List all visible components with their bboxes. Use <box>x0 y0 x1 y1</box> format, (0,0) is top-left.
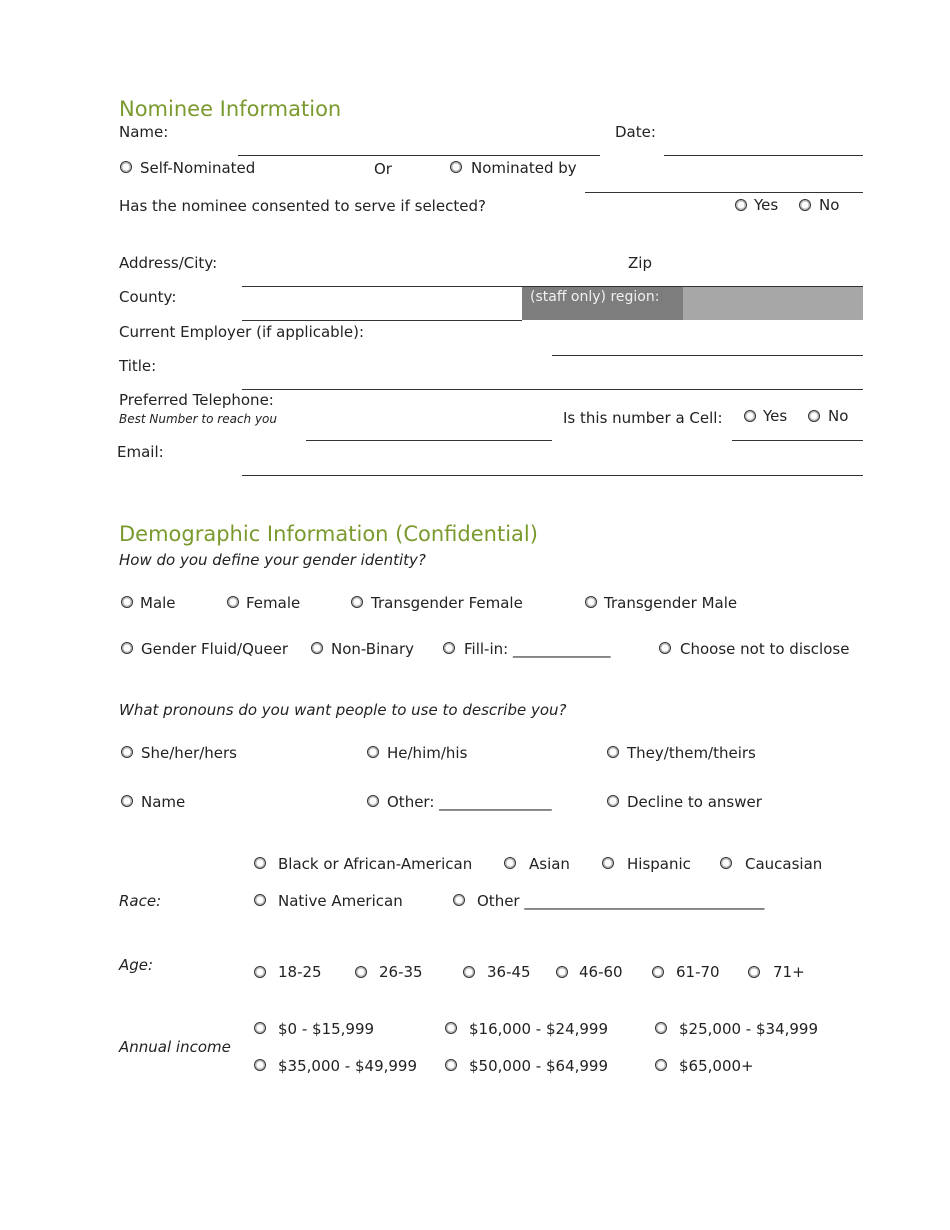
income-50000-64999-radio[interactable] <box>445 1059 457 1071</box>
zip-label: Zip <box>628 254 652 272</box>
age-71-plus-radio[interactable] <box>748 966 760 978</box>
pronoun-option-he: He/him/his <box>387 744 468 762</box>
staff-region-label-box <box>522 287 683 320</box>
gender-female-radio[interactable] <box>227 596 239 608</box>
or-label: Or <box>374 160 392 178</box>
consent-yes-radio[interactable] <box>735 199 747 211</box>
race-hispanic-radio[interactable] <box>602 857 614 869</box>
gender-option-trans-male: Transgender Male <box>604 594 738 612</box>
gender-question: How do you define your gender identity? <box>119 551 426 569</box>
age-46-60-radio[interactable] <box>556 966 568 978</box>
income-16000-24999-radio[interactable] <box>445 1022 457 1034</box>
age-label: Age: <box>119 956 154 974</box>
self-nominated-radio[interactable] <box>120 161 132 173</box>
pronoun-question: What pronouns do you want people to use to describe you? <box>119 701 567 719</box>
cell-question: Is this number a Cell: <box>563 409 723 427</box>
consent-question: Has the nominee consented to serve if selected? <box>119 197 486 215</box>
phone-hint: Best Number to reach you <box>119 412 278 426</box>
staff-region-field <box>683 287 863 320</box>
race-option-native: Native American <box>278 892 403 910</box>
income-option-65000-plus: $65,000+ <box>679 1057 754 1075</box>
age-option-18-25: 18-25 <box>278 963 322 981</box>
gender-option-female: Female <box>246 594 301 612</box>
employer-label: Current Employer (if applicable): <box>119 323 365 341</box>
pronoun-option-they: They/them/theirs <box>627 744 756 762</box>
income-25000-34999-radio[interactable] <box>655 1022 667 1034</box>
pronoun-decline-radio[interactable] <box>607 795 619 807</box>
age-61-70-radio[interactable] <box>652 966 664 978</box>
race-option-hispanic: Hispanic <box>627 855 691 873</box>
pronoun-option-she: She/her/hers <box>141 744 237 762</box>
income-option-16000-24999: $16,000 - $24,999 <box>469 1020 609 1038</box>
gender-fluid-radio[interactable] <box>121 642 133 654</box>
age-option-36-45: 36-45 <box>487 963 531 981</box>
age-option-46-60: 46-60 <box>579 963 623 981</box>
age-option-71-plus: 71+ <box>773 963 805 981</box>
demographic-heading: Demographic Information (Confidential) <box>119 522 538 546</box>
income-option-0-15999: $0 - $15,999 <box>278 1020 375 1038</box>
gender-option-male: Male <box>140 594 176 612</box>
gender-option-nonbinary: Non-Binary <box>331 640 414 658</box>
race-option-asian: Asian <box>529 855 570 873</box>
nominee-heading: Nominee Information <box>119 97 342 121</box>
gender-fillin-radio[interactable] <box>443 642 455 654</box>
gender-option-trans-female: Transgender Female <box>371 594 523 612</box>
income-option-35000-49999: $35,000 - $49,999 <box>278 1057 418 1075</box>
age-18-25-radio[interactable] <box>254 966 266 978</box>
title-label: Title: <box>119 357 157 375</box>
income-0-15999-radio[interactable] <box>254 1022 266 1034</box>
race-label: Race: <box>119 892 162 910</box>
date-field[interactable] <box>664 155 863 156</box>
age-26-35-radio[interactable] <box>355 966 367 978</box>
consent-no-radio[interactable] <box>799 199 811 211</box>
race-black-radio[interactable] <box>254 857 266 869</box>
gender-trans-male-radio[interactable] <box>585 596 597 608</box>
gender-option-not-disclose: Choose not to disclose <box>680 640 850 658</box>
address-label: Address/City: <box>119 254 218 272</box>
cell-no-radio[interactable] <box>808 410 820 422</box>
gender-male-radio[interactable] <box>121 596 133 608</box>
age-option-61-70: 61-70 <box>676 963 720 981</box>
staff-region-label: (staff only) region: <box>530 289 660 305</box>
income-label: Annual income <box>119 1038 231 1056</box>
pronoun-they-radio[interactable] <box>607 746 619 758</box>
race-caucasian-radio[interactable] <box>720 857 732 869</box>
gender-option-fluid: Gender Fluid/Queer <box>141 640 289 658</box>
income-35000-49999-radio[interactable] <box>254 1059 266 1071</box>
gender-nonbinary-radio[interactable] <box>311 642 323 654</box>
gender-not-disclose-radio[interactable] <box>659 642 671 654</box>
gender-option-fillin[interactable]: Fill-in: _____________ <box>464 640 611 658</box>
nominated-by-field[interactable] <box>585 192 863 193</box>
age-option-26-35: 26-35 <box>379 963 423 981</box>
pronoun-name-radio[interactable] <box>121 795 133 807</box>
cell-no-label: No <box>828 407 849 425</box>
race-option-black: Black or African-American <box>278 855 473 873</box>
pronoun-she-radio[interactable] <box>121 746 133 758</box>
race-asian-radio[interactable] <box>504 857 516 869</box>
income-option-50000-64999: $50,000 - $64,999 <box>469 1057 609 1075</box>
county-field[interactable] <box>242 320 522 321</box>
race-other-radio[interactable] <box>453 894 465 906</box>
pronoun-option-name: Name <box>141 793 186 811</box>
county-label: County: <box>119 288 177 306</box>
consent-no-label: No <box>819 196 840 214</box>
cell-yes-label: Yes <box>763 407 788 425</box>
phone-label: Preferred Telephone: <box>119 391 274 409</box>
self-nominated-label: Self-Nominated <box>140 159 256 177</box>
date-label: Date: <box>615 123 656 141</box>
title-field[interactable] <box>242 389 863 390</box>
cell-yes-radio[interactable] <box>744 410 756 422</box>
employer-field[interactable] <box>552 355 863 356</box>
pronoun-he-radio[interactable] <box>367 746 379 758</box>
nominated-by-radio[interactable] <box>450 161 462 173</box>
name-label: Name: <box>119 123 169 141</box>
pronoun-option-other[interactable]: Other: _______________ <box>387 793 552 811</box>
race-native-radio[interactable] <box>254 894 266 906</box>
email-label: Email: <box>117 443 164 461</box>
gender-trans-female-radio[interactable] <box>351 596 363 608</box>
email-field[interactable] <box>242 475 863 476</box>
pronoun-other-radio[interactable] <box>367 795 379 807</box>
cell-line <box>732 440 863 441</box>
nominated-by-label: Nominated by <box>471 159 577 177</box>
phone-field[interactable] <box>306 440 552 441</box>
income-option-25000-34999: $25,000 - $34,999 <box>679 1020 819 1038</box>
pronoun-option-decline: Decline to answer <box>627 793 762 811</box>
income-65000-plus-radio[interactable] <box>655 1059 667 1071</box>
race-option-caucasian: Caucasian <box>745 855 823 873</box>
age-36-45-radio[interactable] <box>463 966 475 978</box>
consent-yes-label: Yes <box>754 196 779 214</box>
race-option-other[interactable]: Other ________________________________ <box>477 892 765 910</box>
name-field[interactable] <box>238 155 600 156</box>
